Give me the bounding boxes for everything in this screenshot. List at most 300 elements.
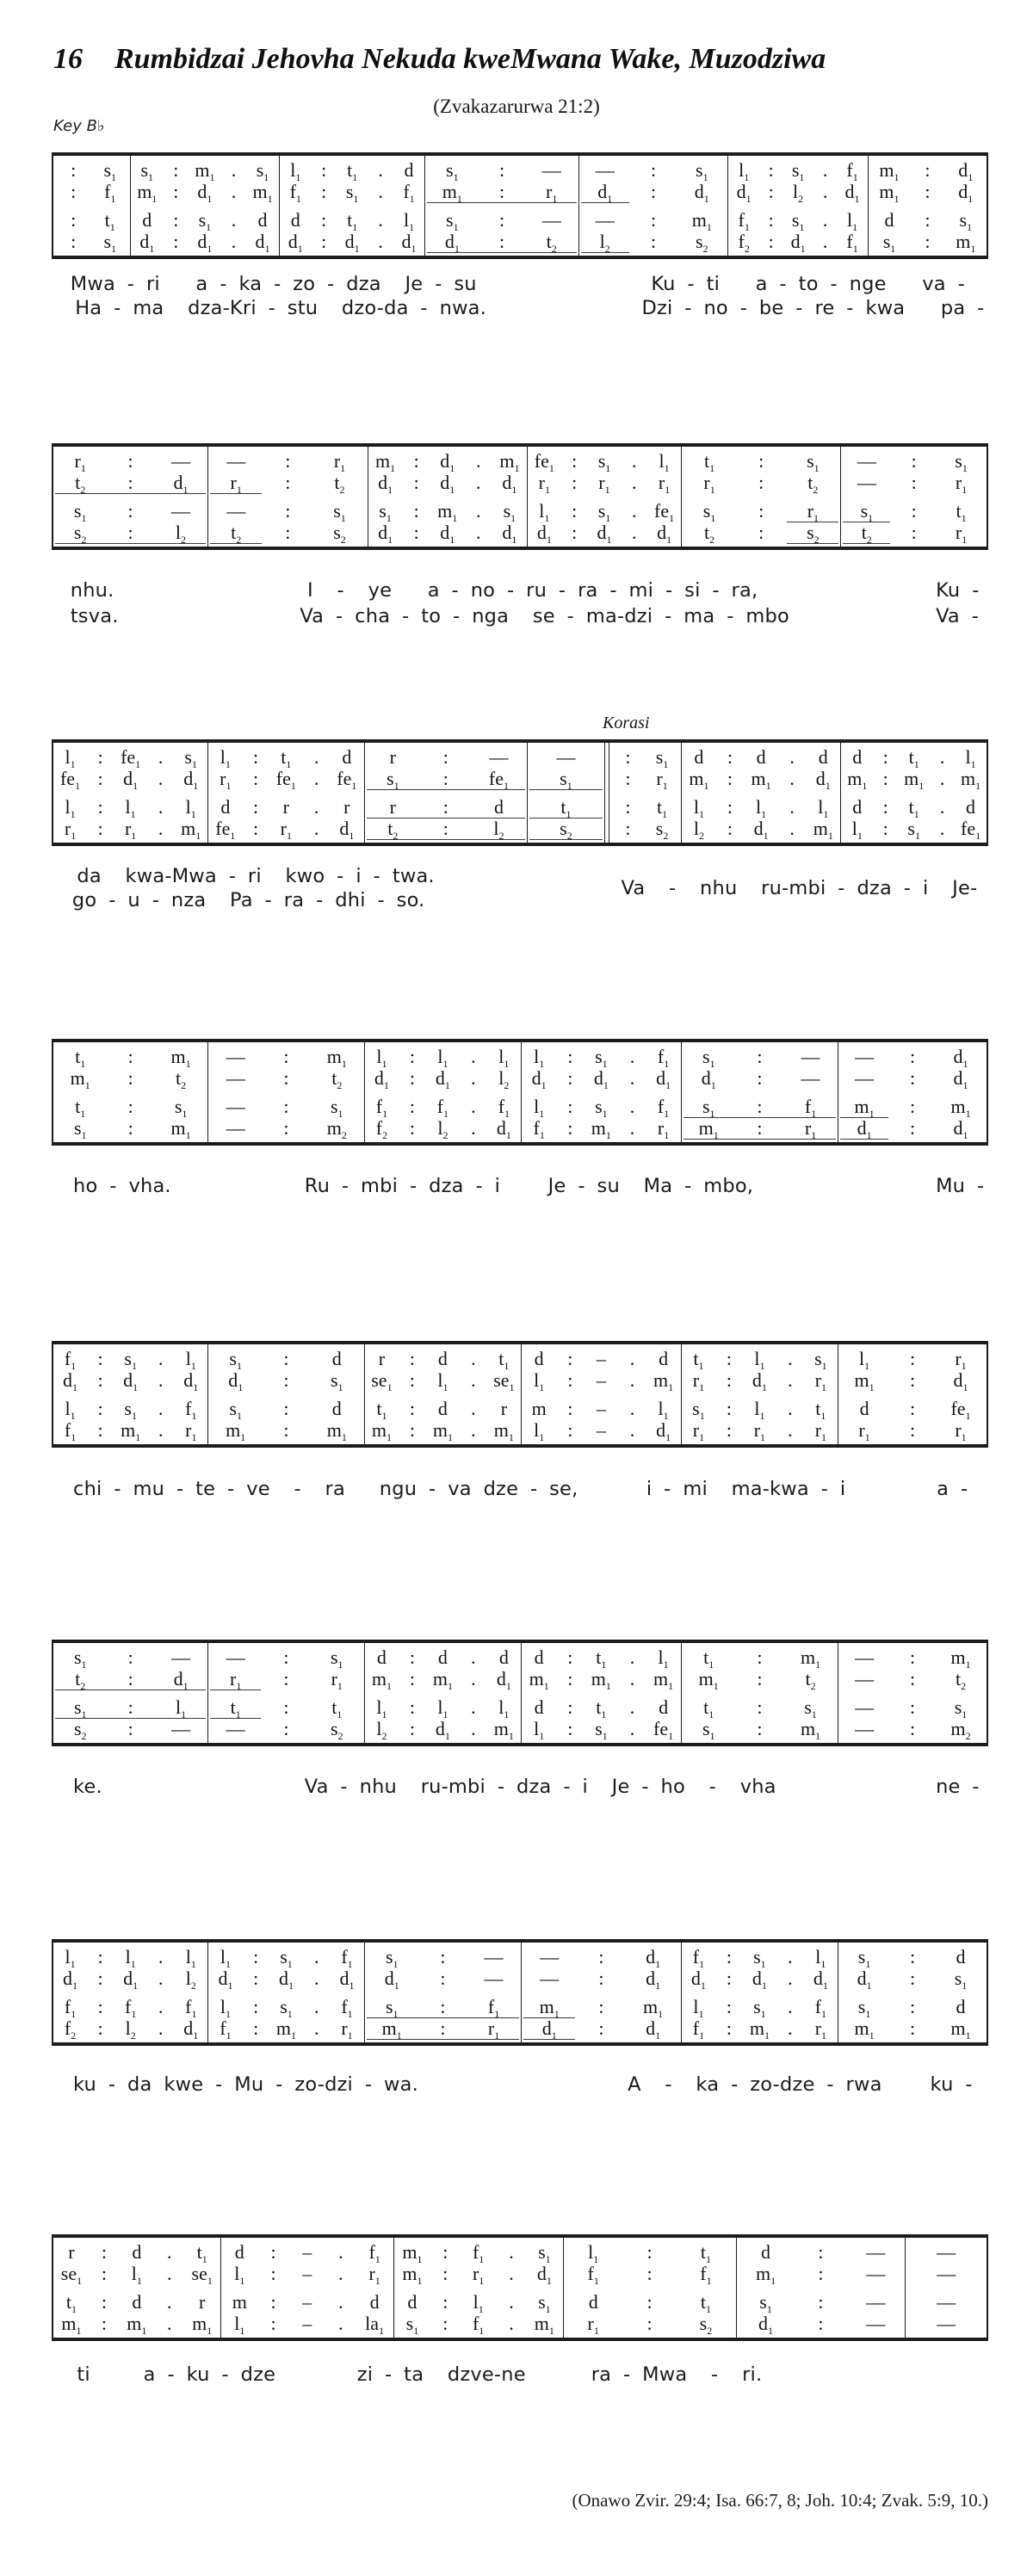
- colon-separator: :: [909, 1046, 916, 1067]
- colon-separator: :: [650, 181, 657, 202]
- dot-separator: .: [788, 1348, 793, 1369]
- solfa-note: $t_1$: [956, 500, 967, 524]
- colon-separator: :: [925, 181, 931, 202]
- voice-row-soprano: [870, 159, 985, 181]
- solfa-note: $s_1$: [857, 1946, 871, 1970]
- voice-row-tenor: [55, 1996, 206, 2020]
- solfa-note: $s_1$: [73, 1696, 87, 1720]
- measure-cell: [208, 447, 368, 547]
- solfa-note: $t_2$: [75, 1668, 86, 1692]
- dot-separator: .: [476, 472, 481, 493]
- solfa-note: $d_1$: [374, 1067, 389, 1091]
- voice-row-tenor: [210, 1398, 362, 1422]
- solfa-note: $l_1$: [65, 746, 76, 770]
- staff-box: [52, 1640, 988, 1746]
- solfa-note: $l_1$: [437, 1046, 448, 1070]
- voice-pair-gap: [739, 2284, 904, 2291]
- colon-separator: :: [283, 1419, 289, 1441]
- voice-row-alto: [739, 2263, 904, 2287]
- continue-dash: –: [596, 1398, 606, 1419]
- voice-row-bass: [210, 2017, 362, 2042]
- dot-separator: .: [509, 2313, 514, 2334]
- voice-row-soprano: [843, 450, 985, 472]
- solfa-note: $s_1$: [387, 768, 399, 792]
- solfa-note: $r_1$: [185, 1419, 197, 1443]
- voice-pair-gap: [367, 1989, 519, 1996]
- voice-row-alto: [210, 1369, 362, 1391]
- continue-dash: –: [302, 2291, 312, 2313]
- voice-row-tenor: [907, 2291, 985, 2313]
- voice-row-soprano: [730, 159, 865, 181]
- colon-separator: :: [409, 1696, 415, 1718]
- hold-dash: —: [170, 450, 190, 472]
- solfa-note: $l_1$: [693, 796, 704, 820]
- colon-separator: :: [442, 2291, 448, 2313]
- solfa-note: d: [437, 1398, 448, 1419]
- solfa-note: $s_1$: [702, 1718, 715, 1742]
- solfa-note: $m_1$: [170, 1046, 191, 1070]
- solfa-note: d: [290, 209, 300, 231]
- solfa-note: $d_1$: [197, 181, 213, 205]
- solfa-note: $d_1$: [646, 1968, 661, 1992]
- colon-separator: :: [498, 231, 505, 252]
- solfa-note: $s_2$: [333, 522, 346, 546]
- slur-group: [210, 1696, 261, 1719]
- hold-dash: —: [595, 209, 615, 231]
- solfa-note: $m_1$: [326, 1419, 347, 1443]
- measure-cell: [838, 1643, 987, 1743]
- solfa-note: d: [659, 1348, 669, 1369]
- slur-group: [529, 768, 602, 790]
- voice-row-soprano: [523, 1946, 679, 1968]
- solfa-note: $s_1$: [280, 1946, 293, 1970]
- solfa-note: $l_2$: [185, 1968, 196, 1992]
- colon-separator: :: [909, 1348, 916, 1369]
- hold-dash: —: [171, 1718, 191, 1739]
- dot-separator: .: [629, 1096, 635, 1117]
- solfa-note: $r_1$: [220, 768, 232, 792]
- voice-row-tenor: [55, 1696, 206, 1718]
- colon-separator: :: [97, 2017, 103, 2039]
- solfa-note: $t_1$: [230, 1696, 241, 1720]
- lyric-segment: a - ku - dze: [143, 2363, 276, 2386]
- solfa-note: $l_1$: [185, 796, 196, 820]
- hold-dash: —: [541, 159, 561, 181]
- voice-row-alto: [523, 1968, 679, 1992]
- voice-row-soprano: [55, 159, 128, 181]
- solfa-note: $d_1$: [953, 1117, 968, 1141]
- solfa-note: $m_1$: [127, 2313, 147, 2337]
- colon-separator: :: [768, 231, 774, 252]
- measure-cell: [682, 1943, 838, 2042]
- solfa-note: $d_1$: [139, 231, 155, 255]
- solfa-note: $l_1$: [754, 1348, 765, 1372]
- hold-dash: —: [484, 1946, 504, 1968]
- solfa-note: $d_1$: [496, 1668, 511, 1692]
- voice-row-soprano: [840, 1348, 985, 1372]
- lyric-segment: Va -: [936, 605, 980, 627]
- solfa-note: d: [756, 746, 766, 768]
- solfa-note: $s_1$: [184, 746, 197, 770]
- solfa-note: $l_1$: [539, 500, 550, 524]
- measure-cell: [579, 156, 729, 256]
- colon-separator: :: [498, 209, 505, 231]
- dot-separator: .: [313, 796, 319, 818]
- voice-row-tenor: [367, 1996, 519, 2020]
- voice-row-bass: [210, 522, 365, 546]
- solfa-note: $l_1$: [234, 2313, 245, 2337]
- solfa-note: $f_1$: [587, 2263, 599, 2287]
- colon-separator: :: [757, 1067, 763, 1089]
- solfa-note: $m_1$: [689, 768, 709, 792]
- colon-separator: :: [818, 2263, 824, 2284]
- measure-cell: [528, 447, 682, 547]
- colon-separator: :: [598, 2017, 604, 2039]
- dot-separator: .: [471, 1067, 476, 1089]
- solfa-note: $r_1$: [692, 1369, 705, 1393]
- voice-row-alto: [840, 1668, 985, 1690]
- dot-separator: .: [378, 231, 383, 252]
- voice-row-bass: [840, 1419, 985, 1441]
- colon-separator: :: [757, 1096, 763, 1117]
- voice-row-tenor: [223, 2291, 392, 2313]
- dot-separator: .: [471, 1348, 476, 1369]
- slur-group: [843, 522, 890, 544]
- solfa-note: $l_1$: [220, 1996, 231, 2020]
- solfa-note: $f_1$: [498, 1096, 510, 1120]
- measure-cell: [221, 2238, 394, 2338]
- solfa-note: $s_1$: [595, 1718, 608, 1742]
- solfa-note: $s_2$: [560, 818, 572, 842]
- solfa-note: $m_1$: [879, 159, 900, 183]
- voice-pair-gap: [684, 1089, 836, 1096]
- solfa-note: $r_1$: [955, 522, 968, 546]
- slur-group: [427, 181, 576, 203]
- colon-separator: :: [925, 209, 931, 231]
- voice-row-soprano: [367, 1046, 519, 1070]
- solfa-note: $l_1$: [290, 159, 301, 183]
- voice-row-tenor: [210, 1096, 362, 1120]
- colon-separator: :: [285, 472, 291, 493]
- solfa-note: $f_1$: [436, 1096, 449, 1120]
- solfa-note: $se_1$: [371, 1369, 393, 1393]
- colon-separator: :: [283, 1067, 289, 1089]
- solfa-note: $d_1$: [531, 1067, 547, 1091]
- colon-separator: :: [71, 159, 77, 181]
- colon-separator: :: [101, 2241, 107, 2263]
- colon-separator: :: [909, 1419, 916, 1441]
- voice-row-tenor: [55, 1398, 206, 1422]
- voice-row-bass: [427, 231, 576, 255]
- voice-row-soprano: [210, 1046, 362, 1070]
- voice-pair-gap: [367, 1391, 519, 1398]
- solfa-note: $l_1$: [534, 1046, 545, 1070]
- voice-pair-gap: [523, 1989, 679, 1996]
- dot-separator: .: [158, 796, 164, 818]
- colon-separator: :: [909, 1696, 916, 1718]
- voice-row-alto: [367, 1067, 519, 1089]
- voice-row-tenor: [370, 500, 525, 522]
- solfa-note: $s_1$: [860, 500, 874, 524]
- colon-separator: :: [270, 2263, 276, 2284]
- solfa-note: $m_1$: [854, 1369, 875, 1393]
- solfa-note: d: [966, 796, 976, 818]
- voice-row-soprano: [210, 450, 365, 472]
- solfa-note: $l_1$: [534, 1718, 545, 1742]
- colon-separator: :: [127, 1718, 133, 1739]
- solfa-note: $f_1$: [185, 1996, 197, 2020]
- music-system: [52, 739, 988, 911]
- solfa-note: $r_1$: [341, 2017, 353, 2042]
- voice-row-bass: [523, 2017, 679, 2042]
- dot-separator: .: [629, 1067, 635, 1089]
- dot-separator: .: [789, 818, 795, 839]
- colon-separator: :: [567, 1419, 573, 1441]
- solfa-note: d: [132, 2241, 142, 2263]
- slur-group: [210, 522, 262, 544]
- voice-row-soprano: [684, 1348, 836, 1372]
- colon-separator: :: [101, 2313, 107, 2334]
- solfa-note: $d_1$: [123, 1369, 139, 1393]
- lyric-segment: Je - su Ma - mbo,: [547, 1175, 754, 1197]
- dot-separator: .: [939, 796, 945, 818]
- voice-pair-gap: [55, 2284, 219, 2291]
- colon-separator: :: [97, 1996, 103, 2017]
- colon-separator: :: [598, 1946, 604, 1968]
- dot-separator: .: [788, 2017, 793, 2039]
- solfa-note: $r_1$: [546, 181, 558, 205]
- voice-row-alto: [370, 472, 525, 496]
- slur-group: [210, 472, 262, 494]
- measure-cell: [208, 1643, 364, 1743]
- lyric-segment: go - u - nza Pa - ra - dhi - so.: [71, 889, 425, 911]
- solfa-note: $fe_1$: [337, 768, 357, 792]
- colon-separator: :: [283, 1718, 289, 1739]
- measure-cell: [365, 1943, 522, 2042]
- solfa-note: $t_1$: [703, 1646, 714, 1671]
- voice-pair-gap: [566, 2284, 734, 2291]
- dot-separator: .: [158, 1398, 164, 1419]
- solfa-note: $s_1$: [597, 500, 611, 524]
- voice-row-tenor: [840, 1996, 985, 2020]
- dot-separator: .: [789, 746, 795, 768]
- solfa-note: $f_2$: [64, 2017, 77, 2042]
- lyric-segment: ne -: [936, 1776, 980, 1798]
- slur-group: [684, 1096, 836, 1118]
- slur-group: [529, 818, 602, 840]
- solfa-note: $s_1$: [446, 159, 459, 183]
- colon-separator: :: [442, 768, 448, 789]
- colon-separator: :: [270, 2291, 276, 2313]
- colon-separator: :: [321, 181, 327, 202]
- voice-row-alto: [281, 181, 424, 205]
- solfa-note: $la_1$: [365, 2313, 385, 2337]
- colon-separator: :: [909, 1718, 916, 1739]
- dot-separator: .: [629, 1369, 635, 1391]
- slur-group: [367, 1996, 519, 2018]
- colon-separator: :: [413, 500, 419, 522]
- solfa-note: $m_1$: [904, 768, 925, 792]
- slur-group: [367, 818, 526, 840]
- voice-row-alto: [55, 1668, 206, 1690]
- measure-cell: [53, 1042, 208, 1142]
- voice-row-soprano: [523, 1046, 679, 1070]
- solfa-note: $r_1$: [804, 1117, 817, 1141]
- colon-separator: :: [598, 1968, 604, 1989]
- solfa-note: d: [437, 1646, 448, 1668]
- voice-row-alto: [581, 181, 727, 205]
- voice-pair-gap: [210, 1989, 362, 1996]
- voice-row-soprano: [210, 1646, 362, 1671]
- solfa-note: $f_1$: [185, 1398, 197, 1422]
- dot-separator: .: [939, 746, 945, 768]
- solfa-note: $f_1$: [375, 1096, 388, 1120]
- dot-separator: .: [629, 1398, 635, 1419]
- colon-separator: :: [413, 472, 419, 493]
- solfa-note: $r_1$: [814, 1369, 827, 1393]
- voice-pair-gap: [210, 1690, 362, 1696]
- voice-row-alto: [55, 2263, 219, 2287]
- solfa-note: $t_1$: [815, 1398, 826, 1422]
- solfa-note: d: [852, 796, 863, 818]
- hold-dash: —: [171, 1646, 191, 1668]
- colon-separator: :: [646, 2241, 653, 2263]
- solfa-note: $s_1$: [954, 1696, 968, 1720]
- solfa-note: $l_2$: [693, 818, 704, 842]
- solfa-note: $l_1$: [220, 1946, 231, 1970]
- voice-row-alto: [684, 1968, 836, 1992]
- dot-separator: .: [231, 209, 237, 231]
- solfa-note: $t_2$: [805, 1668, 816, 1692]
- solfa-note: $s_1$: [174, 1096, 188, 1120]
- solfa-note: $s_1$: [753, 1946, 766, 1970]
- solfa-note: $f_1$: [804, 1096, 817, 1120]
- measure-cell: [53, 2238, 221, 2338]
- colon-separator: :: [97, 796, 103, 818]
- solfa-note: $m_1$: [192, 2313, 213, 2337]
- voice-row-tenor: [684, 1996, 836, 2020]
- solfa-note: $d_1$: [953, 1046, 968, 1070]
- colon-separator: :: [882, 746, 888, 768]
- solfa-note: $r_1$: [807, 500, 820, 524]
- dot-separator: .: [629, 1696, 635, 1718]
- solfa-note: $d_1$: [344, 231, 360, 255]
- voice-row-bass: [367, 1419, 519, 1441]
- voice-row-tenor: [581, 209, 727, 231]
- dot-separator: .: [822, 181, 828, 202]
- solfa-note: $d_1$: [440, 522, 455, 546]
- voice-row-bass: [739, 2313, 904, 2337]
- hold-dash: —: [595, 159, 615, 181]
- solfa-note: $s_1$: [791, 209, 805, 233]
- voice-pair-gap: [581, 202, 727, 209]
- voice-row-alto: [907, 2263, 985, 2284]
- solfa-note: $l_1$: [403, 209, 415, 233]
- voice-row-alto: [684, 768, 839, 792]
- measure-cell: [53, 447, 208, 547]
- slur-group: [840, 1096, 888, 1118]
- solfa-note: d: [818, 746, 828, 768]
- measure-cell: [609, 743, 682, 843]
- colon-separator: :: [567, 1348, 573, 1369]
- lyric-segment: ke.: [73, 1776, 102, 1798]
- colon-separator: :: [97, 1398, 103, 1419]
- voice-row-soprano: [55, 1046, 206, 1070]
- dot-separator: .: [167, 2313, 172, 2334]
- voice-pair-gap: [396, 2284, 561, 2291]
- solfa-note: $m_1$: [591, 1117, 611, 1141]
- voice-row-tenor: [523, 1398, 679, 1422]
- hold-dash: —: [226, 1718, 245, 1739]
- solfa-note: $fe_1$: [534, 450, 554, 474]
- dot-separator: .: [338, 2291, 343, 2313]
- solfa-note: $s_1$: [538, 2241, 551, 2265]
- dot-separator: .: [471, 1096, 476, 1117]
- dot-separator: .: [231, 159, 237, 181]
- solfa-note: $d_1$: [857, 1117, 872, 1141]
- voice-row-tenor: [611, 796, 679, 818]
- solfa-note: $r_1$: [955, 472, 968, 496]
- voice-row-bass: [55, 2313, 219, 2337]
- solfa-note: $m_1$: [751, 768, 771, 792]
- measure-cell: [682, 743, 842, 843]
- voice-pair-gap: [907, 2284, 985, 2291]
- continue-dash: –: [302, 2313, 312, 2334]
- solfa-note: $f_1$: [487, 1996, 500, 2020]
- solfa-note: $s_1$: [256, 159, 269, 183]
- colon-separator: :: [321, 231, 327, 252]
- slur-group: [55, 522, 206, 544]
- voice-row-soprano: [684, 1646, 836, 1671]
- solfa-note: d: [852, 746, 863, 768]
- voice-row-tenor: [684, 500, 838, 522]
- voice-pair-gap: [367, 789, 526, 796]
- lyric-segment: ho - vha.: [73, 1175, 171, 1197]
- colon-separator: :: [909, 1067, 916, 1089]
- colon-separator: :: [409, 1668, 415, 1690]
- solfa-note: $r_1$: [753, 1419, 766, 1443]
- solfa-note: $d_1$: [541, 2017, 557, 2042]
- solfa-note: $s_1$: [198, 209, 212, 233]
- voice-row-bass: [529, 818, 602, 842]
- dot-separator: .: [471, 1369, 476, 1391]
- dot-separator: .: [313, 1968, 319, 1989]
- voice-row-alto: [730, 181, 865, 205]
- voice-row-tenor: [55, 2291, 219, 2313]
- solfa-note: $t_2$: [704, 522, 715, 546]
- slur-group: [427, 231, 576, 253]
- voice-row-bass: [840, 2017, 985, 2042]
- colon-separator: :: [127, 472, 133, 493]
- voice-row-bass: [523, 1419, 679, 1441]
- colon-separator: :: [498, 159, 505, 181]
- solfa-note: $l_1$: [756, 796, 767, 820]
- music-system: [52, 152, 988, 319]
- slur-group: [529, 796, 602, 819]
- solfa-note: $r_1$: [703, 472, 715, 496]
- solfa-note: $d_1$: [339, 818, 355, 842]
- music-system: [52, 1939, 988, 2096]
- solfa-note: d: [342, 746, 352, 768]
- colon-separator: :: [909, 1369, 916, 1391]
- solfa-note: $t_1$: [347, 209, 358, 233]
- dot-separator: .: [788, 1946, 793, 1968]
- solfa-note: $m_1$: [698, 1117, 719, 1141]
- voice-row-alto: [210, 472, 365, 496]
- colon-separator: :: [768, 159, 774, 181]
- dot-separator: .: [158, 1348, 164, 1369]
- voice-row-tenor: [870, 209, 985, 231]
